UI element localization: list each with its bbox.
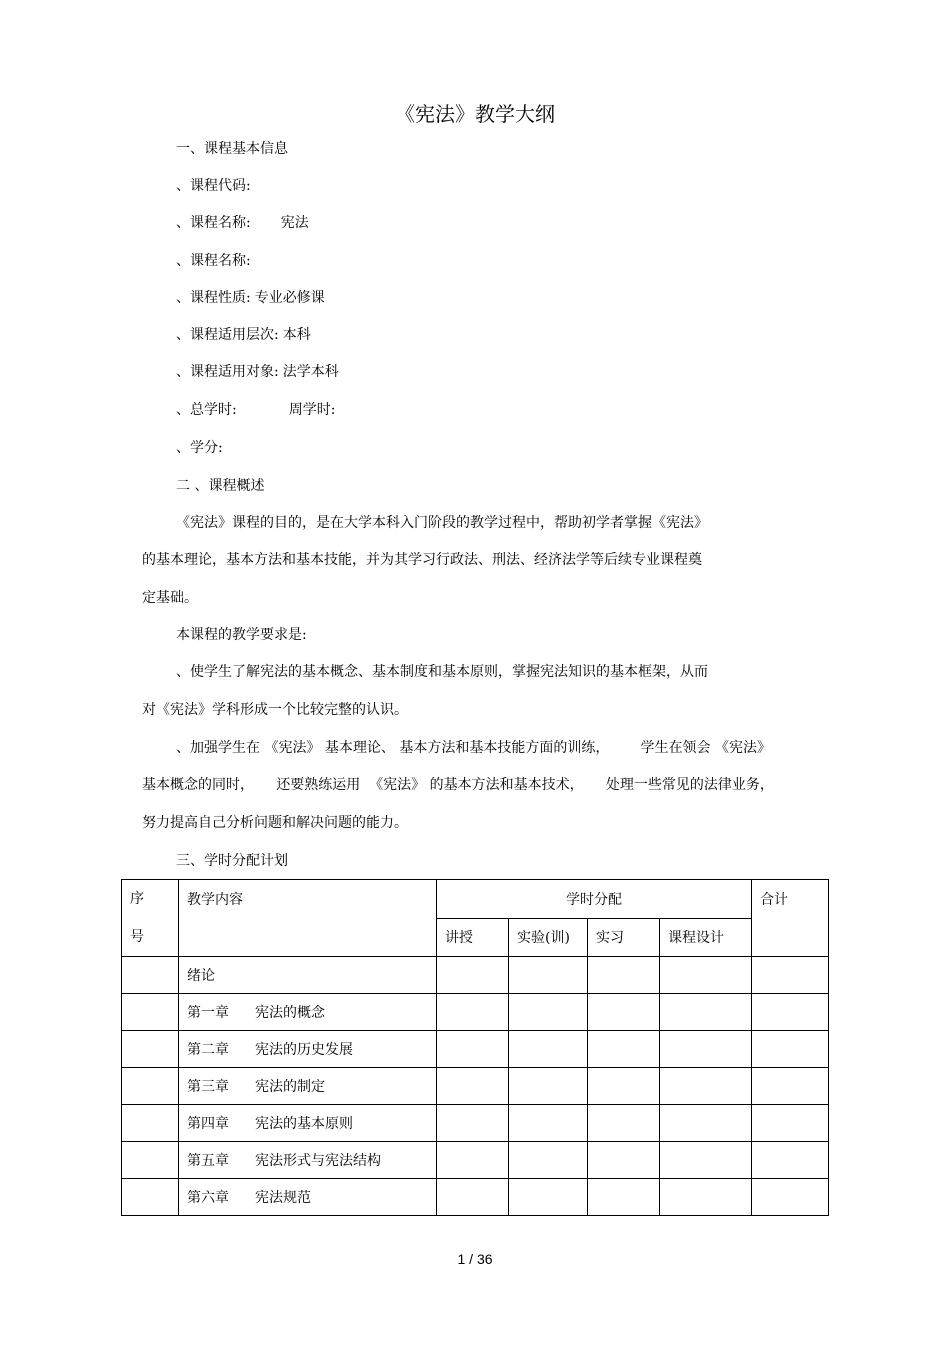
overview-line: 的基本理论，基本方法和基本技能，并为其学习行政法、刑法、经济法学等后续专业课程奠 bbox=[142, 552, 702, 568]
row-content: 第六章 宪法规范 bbox=[179, 1179, 437, 1216]
requirement-1-line: 对《宪法》学科形成一个比较完整的认识。 bbox=[142, 702, 408, 718]
info-item-name: 、课程名称: 宪法 bbox=[176, 215, 309, 231]
section3-heading: 三、学时分配计划 bbox=[176, 853, 288, 869]
row-content: 第五章 宪法形式与宪法结构 bbox=[179, 1142, 437, 1179]
header-total: 合计 bbox=[752, 880, 829, 957]
section2-heading: 二 、课程概述 bbox=[176, 478, 265, 494]
table-row bbox=[122, 1105, 829, 1142]
header-content: 教学内容 bbox=[179, 880, 437, 957]
info-item-hours: 、总学时: 周学时: bbox=[176, 402, 336, 418]
info-item-name-en: 、课程名称: bbox=[176, 253, 251, 269]
row-content: 第一章 宪法的概念 bbox=[179, 994, 437, 1031]
info-item-level: 、课程适用层次: 本科 bbox=[176, 327, 311, 343]
table-row bbox=[122, 1068, 829, 1105]
info-item-nature: 、课程性质: 专业必修课 bbox=[176, 290, 325, 306]
table-row bbox=[122, 957, 829, 994]
hour-allocation-table bbox=[121, 879, 829, 1216]
info-item-code: 、课程代码: bbox=[176, 178, 251, 194]
table-row bbox=[122, 1142, 829, 1179]
requirement-2-line: 基本概念的同时， 还要熟练运用 《宪法》 的基本方法和基本技术， 处理一些常见的法律业务， bbox=[142, 777, 774, 793]
header-allocation: 学时分配 bbox=[437, 880, 752, 919]
section1-heading: 一、课程基本信息 bbox=[176, 141, 288, 157]
page-number: 1 / 36 bbox=[457, 1251, 493, 1267]
header-design: 课程设计 bbox=[660, 918, 752, 957]
header-seq: 序 号 bbox=[122, 880, 179, 957]
table-row bbox=[122, 1031, 829, 1068]
header-lab: 实验(训) bbox=[509, 918, 588, 957]
overview-line: 定基础。 bbox=[142, 590, 198, 606]
row-content: 第四章 宪法的基本原则 bbox=[179, 1105, 437, 1142]
document-title: 《宪法》教学大纲 bbox=[395, 102, 555, 126]
table-row bbox=[122, 994, 829, 1031]
header-practice: 实习 bbox=[588, 918, 660, 957]
row-content: 第三章 宪法的制定 bbox=[179, 1068, 437, 1105]
requirement-1-line: 、使学生了解宪法的基本概念、基本制度和基本原则，掌握宪法知识的基本框架，从而 bbox=[176, 664, 708, 680]
requirements-intro: 本课程的教学要求是: bbox=[176, 627, 307, 643]
info-item-credits: 、学分: bbox=[176, 440, 223, 456]
header-lecture: 讲授 bbox=[437, 918, 509, 957]
info-item-audience: 、课程适用对象: 法学本科 bbox=[176, 364, 339, 380]
table-row bbox=[122, 1179, 829, 1216]
row-content: 第二章 宪法的历史发展 bbox=[179, 1031, 437, 1068]
overview-line: 《宪法》课程的目的，是在大学本科入门阶段的教学过程中，帮助初学者掌握《宪法》 bbox=[176, 515, 708, 531]
requirement-2-line: 、加强学生在 《宪法》 基本理论、 基本方法和基本技能方面的训练， 学生在领会 《宪法》 bbox=[176, 740, 771, 756]
row-content: 绪论 bbox=[179, 957, 437, 994]
requirement-2-line: 努力提高自己分析问题和解决问题的能力。 bbox=[142, 815, 408, 831]
